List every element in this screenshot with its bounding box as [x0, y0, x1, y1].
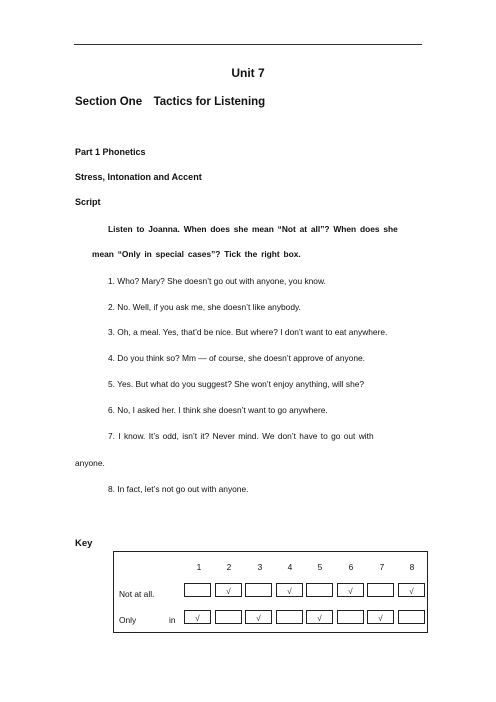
answer-cell: √ [184, 610, 211, 624]
script-item-2: 2. No. Well, if you ask me, she doesn’t like anybody. [108, 302, 301, 312]
column-number-4: 4 [287, 562, 293, 572]
header-rule [74, 44, 422, 45]
subheading: Stress, Intonation and Accent [75, 172, 202, 182]
answer-key-table [113, 551, 428, 633]
row-label-only: Only [119, 615, 137, 625]
answer-cell: √ [215, 583, 242, 597]
answer-cell [215, 610, 242, 624]
unit-title: Unit 7 [231, 66, 265, 80]
answer-cell: √ [367, 610, 394, 624]
script-item-6: 6. No, I asked her. I think she doesn’t want to go anywhere. [108, 405, 328, 415]
column-number-5: 5 [317, 562, 323, 572]
script-item-4: 4. Do you think so? Mm — of course, she doesn’t approve of anyone. [108, 353, 365, 363]
script-item-3: 3. Oh, a meal. Yes, that’d be nice. But where? I don’t want to eat anywhere. [108, 327, 388, 337]
answer-cell [306, 583, 333, 597]
column-number-2: 2 [226, 562, 232, 572]
script-item-1: 1. Who? Mary? She doesn’t go out with anyone, you know. [108, 276, 326, 286]
answer-cell [184, 583, 211, 597]
row-label-not-at-all: Not at all. [119, 589, 155, 599]
answer-cell [398, 610, 425, 624]
script-item-8: 8. In fact, let’s not go out with anyone. [108, 484, 249, 494]
answer-cell: √ [337, 583, 364, 597]
key-label: Key [75, 538, 93, 549]
section-heading: Section One Tactics for Listening [75, 96, 266, 108]
row-label-in: in [169, 615, 176, 625]
column-number-6: 6 [348, 562, 354, 572]
answer-cell: √ [276, 583, 303, 597]
column-number-7: 7 [379, 562, 385, 572]
answer-cell [276, 610, 303, 624]
answer-cell [337, 610, 364, 624]
answer-cell: √ [306, 610, 333, 624]
script-item-7: 7. I know. It’s odd, isn’t it? Never mind. We don’t have to go out with [108, 431, 374, 441]
instruction-line-2: mean “Only in special cases”? Tick the right box. [92, 249, 301, 259]
column-number-1: 1 [196, 562, 202, 572]
answer-cell: √ [245, 610, 272, 624]
column-number-3: 3 [257, 562, 263, 572]
answer-cell [245, 583, 272, 597]
column-number-8: 8 [409, 562, 415, 572]
answer-cell: √ [398, 583, 425, 597]
script-item-5: 5. Yes. But what do you suggest? She won’t enjoy anything, will she? [108, 379, 365, 389]
answer-cell [367, 583, 394, 597]
instruction-line-1: Listen to Joanna. When does she mean “Not at all”? When does she [108, 224, 398, 234]
script-item-7-continued: anyone. [75, 458, 105, 468]
part-heading: Part 1 Phonetics [75, 147, 146, 157]
script-label: Script [75, 197, 101, 207]
